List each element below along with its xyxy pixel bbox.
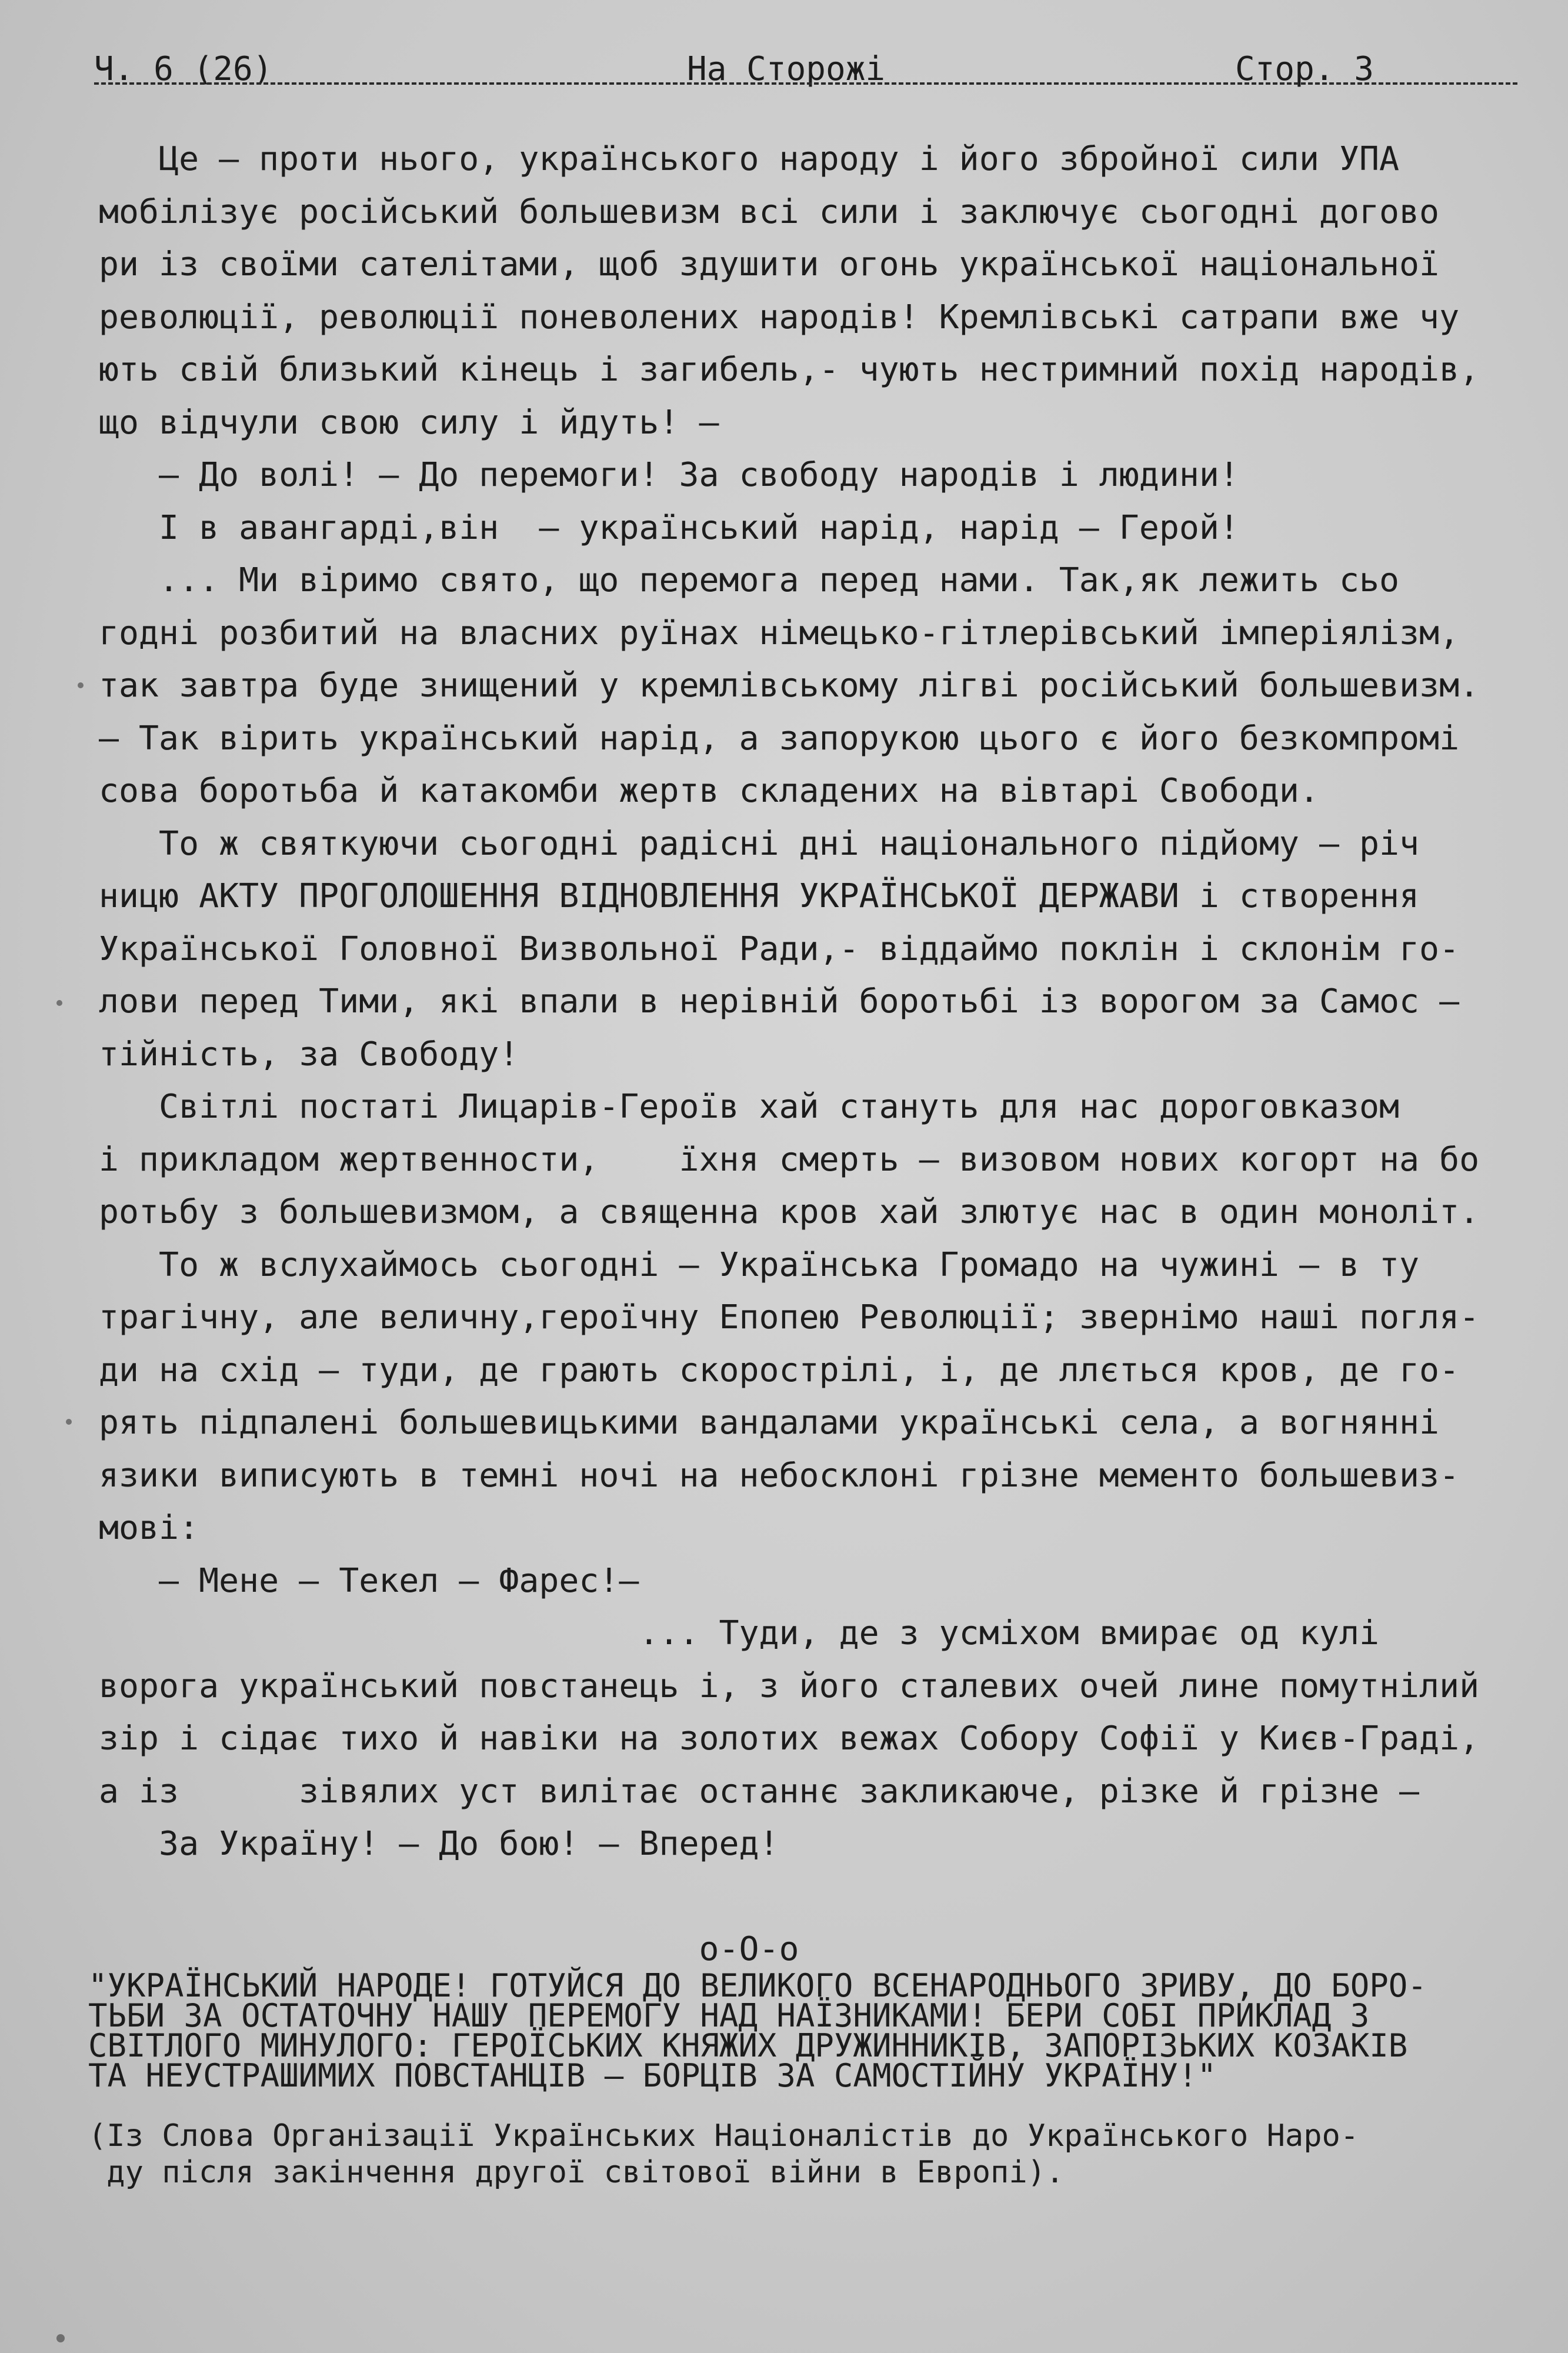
text-line: зір і сідає тихо й навіки на золотих вежах Собору Софії у Києв-Граді,: [99, 1719, 1480, 1758]
text-line: То ж святкуючи сьогодні радісні дні національного підйому – річ: [99, 824, 1420, 863]
text-line: За Україну! – До бою! – Вперед!: [99, 1825, 779, 1863]
text-line: язики виписують в темні ночі на небосклоні грізне мементо большевиз-: [99, 1456, 1460, 1495]
text-line: годні розбитий на власних руїнах німецько-гітлерівський імперіялізм,: [99, 614, 1460, 652]
text-line: трагічну, але величну,героїчну Епопею Революції; звернімо наші погля-: [99, 1298, 1480, 1337]
text-line: – До волі! – До перемоги! За свободу народів і людини!: [99, 456, 1239, 494]
text-line: і прикладом жертвенности, їхня смерть – визовом нових когорт на бо: [99, 1140, 1480, 1179]
source-line: ду після закінчення другої світової війни в Европі).: [88, 2155, 1065, 2190]
text-line: ... Туди, де з усміхом вмирає од кулі: [99, 1614, 1380, 1652]
text-line: лови перед Тими, які впали в нерівній боротьбі із ворогом за Самос –: [99, 982, 1460, 1021]
text-line: ... Ми віримо свято, що перемога перед нами. Так,як лежить сьо: [99, 561, 1400, 599]
text-line: І в авангарді,він – український нарід, нарід – Герой!: [99, 508, 1239, 547]
text-line: ри із своїми сателітами, щоб здушити огонь української національної: [99, 245, 1440, 284]
text-line: [99, 1871, 1534, 1924]
header-rule: [94, 82, 1517, 85]
quote-line: ТА НЕУСТРАШИМИХ ПОВСТАНЦІВ – БОРЦІВ ЗА САМОСТІЙНУ УКРАЇНУ!": [88, 2057, 1217, 2094]
issue-number: Ч. 6 (26): [94, 50, 273, 88]
scan-speck: [78, 682, 84, 688]
text-line: що відчули свою силу і йдуть! –: [99, 403, 719, 442]
text-line: так завтра буде знищений у кремлівському лігві російський большевизм.: [99, 666, 1480, 705]
text-line: ють свій близький кінець і загибель,- чують нестримний похід народів,: [99, 351, 1480, 389]
scan-speck: [56, 1000, 62, 1006]
article-body: [99, 133, 1534, 1976]
text-line: Це – проти нього, українського народу і його збройної сили УПА: [99, 140, 1400, 178]
text-line: тійність, за Свободу!: [99, 1035, 519, 1074]
text-line: сова боротьба й катакомби жертв складених на вівтарі Свободи.: [99, 772, 1319, 810]
text-line: – Так вірить український нарід, а запорукою цього є його безкомпромі: [99, 719, 1460, 758]
text-line: ницю АКТУ ПРОГОЛОШЕННЯ ВІДНОВЛЕННЯ УКРАЇНСЬКОЇ ДЕРЖАВИ і створення: [99, 877, 1420, 915]
page-number: Стор. 3: [1235, 50, 1374, 88]
source-line: (Із Слова Організації Українських Націоналістів до Українського Наро-: [88, 2118, 1359, 2154]
scan-speck: [66, 1419, 72, 1425]
text-line: ди на схід – туди, де грають скорострілі, і, де ллється кров, де го-: [99, 1351, 1460, 1389]
text-line: а із зівялих уст вилітає останнє закликаюче, різке й грізне –: [99, 1772, 1420, 1811]
text-line: – Мене – Текел – Фарес!–: [99, 1561, 639, 1600]
text-line: То ж вслухаймось сьогодні – Українська Громадо на чужині – в ту: [99, 1245, 1420, 1284]
oun-quote: [88, 1967, 1541, 2094]
quote-source: [88, 2118, 1541, 2191]
text-line: мові:: [99, 1509, 199, 1547]
text-line: ворога український повстанець і, з його сталевих очей лине помутнілий: [99, 1667, 1480, 1705]
text-line: Світлі постаті Лицарів-Героїв хай стануть для нас дороговказом: [99, 1088, 1400, 1126]
scan-speck: [56, 2334, 65, 2342]
text-line: рять підпалені большевицькими вандалами українські села, а вогнянні: [99, 1404, 1440, 1442]
text-line: ротьбу з большевизмом, а священна кров хай злютує нас в один моноліт.: [99, 1193, 1480, 1231]
text-line: мобілізує російський большевизм всі сили і заключує сьогодні догово: [99, 192, 1440, 231]
quote-line: "УКРАЇНСЬКИЙ НАРОДЕ! ГОТУЙСЯ ДО ВЕЛИКОГО ВСЕНАРОДНЬОГО ЗРИВУ, ДО БОРО-: [88, 1967, 1427, 2004]
publication-title: На Сторожі: [687, 50, 886, 88]
page-header: [94, 46, 1517, 93]
text-line: о-О-о: [99, 1930, 799, 1968]
quote-line: ТЬБИ ЗА ОСТАТОЧНУ НАШУ ПЕРЕМОГУ НАД НАЇЗНИКАМИ! БЕРИ СОБІ ПРИКЛАД З: [88, 1997, 1370, 2034]
quote-line: СВІТЛОГО МИНУЛОГО: ГЕРОЇСЬКИХ КНЯЖИХ ДРУЖИННИКІВ, ЗАПОРІЗЬКИХ КОЗАКІВ: [88, 2027, 1408, 2064]
text-line: революції, революції поневолених народів! Кремлівські сатрапи вже чу: [99, 298, 1460, 336]
text-line: Української Головної Визвольної Ради,- віддаймо поклін і склонім го-: [99, 929, 1460, 968]
